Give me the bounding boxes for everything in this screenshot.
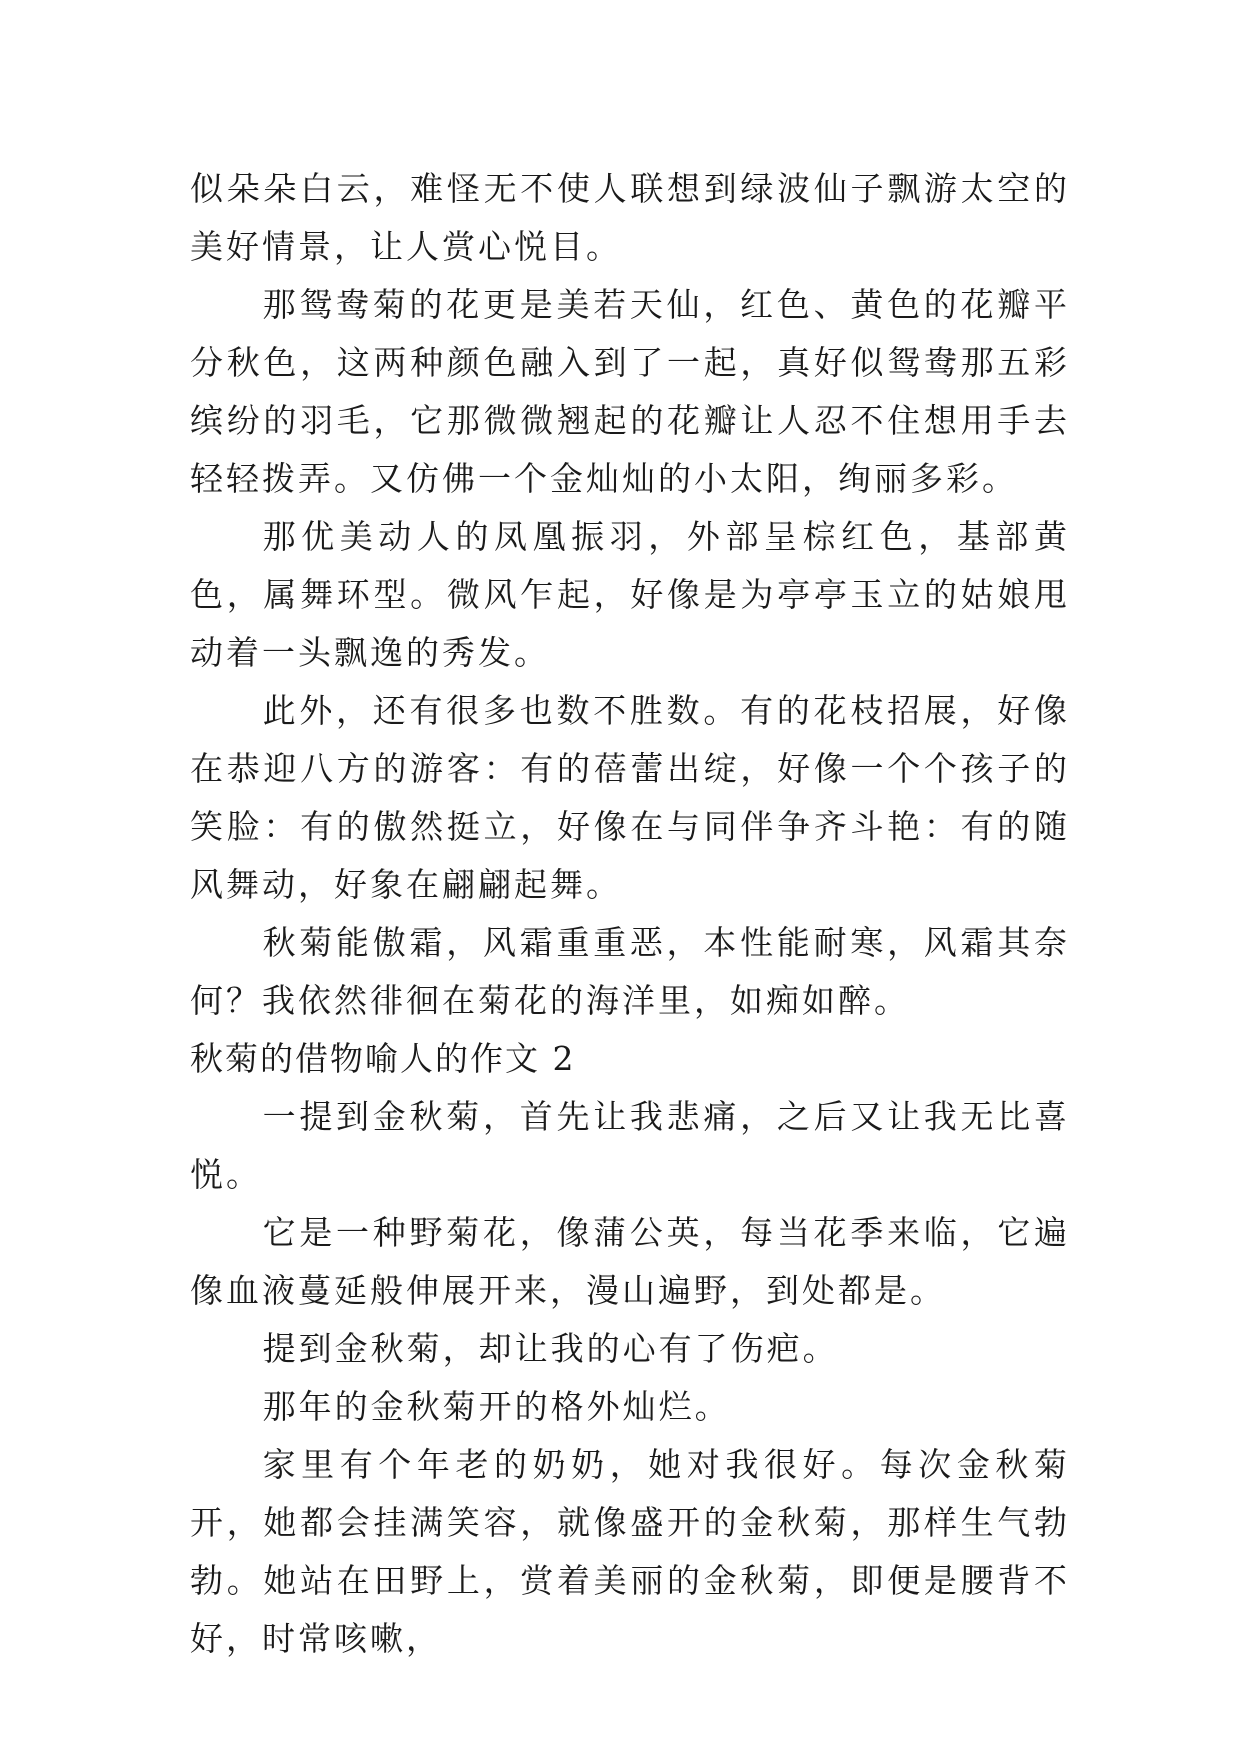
document-body — [190, 160, 1070, 1668]
paragraph: 提到金秋菊，却让我的心有了伤疤。 — [262, 1329, 839, 1368]
paragraph: 此外，还有很多也数不胜数。有的花枝招展，好像在恭迎八方的游客：有的蓓蕾出绽，好像一个个孩子的笑脸：有的傲然挺立，好像在与同伴争齐斗艳：有的随风舞动，好象在翩翩起舞。 — [190, 691, 1070, 904]
section-heading: 秋菊的借物喻人的作文 2 — [190, 1039, 576, 1078]
paragraph: 家里有个年老的奶奶，她对我很好。每次金秋菊开，她都会挂满笑容，就像盛开的金秋菊，那样生气勃勃。她站在田野上，赏着美丽的金秋菊，即便是腰背不好，时常咳嗽， — [190, 1445, 1070, 1658]
paragraph: 那鸳鸯菊的花更是美若天仙，红色、黄色的花瓣平分秋色，这两种颜色融入到了一起，真好似鸳鸯那五彩缤纷的羽毛，它那微微翘起的花瓣让人忍不住想用手去轻轻拨弄。又仿佛一个金灿灿的小太阳，绚丽多彩。 — [190, 285, 1070, 498]
paragraph: 似朵朵白云，难怪无不使人联想到绿波仙子飘游太空的美好情景，让人赏心悦目。 — [190, 169, 1070, 266]
paragraph: 那年的金秋菊开的格外灿烂。 — [262, 1387, 731, 1426]
paragraph: 它是一种野菊花，像蒲公英，每当花季来临，它遍像血液蔓延般伸展开来，漫山遍野，到处都是。 — [190, 1213, 1070, 1310]
paragraph: 一提到金秋菊，首先让我悲痛，之后又让我无比喜悦。 — [190, 1097, 1070, 1194]
paragraph: 那优美动人的凤凰振羽，外部呈棕红色，基部黄色，属舞环型。微风乍起，好像是为亭亭玉立的姑娘甩动着一头飘逸的秀发。 — [190, 517, 1070, 672]
paragraph: 秋菊能傲霜，风霜重重恶，本性能耐寒，风霜其奈何？我依然徘徊在菊花的海洋里，如痴如醉。 — [190, 923, 1070, 1020]
